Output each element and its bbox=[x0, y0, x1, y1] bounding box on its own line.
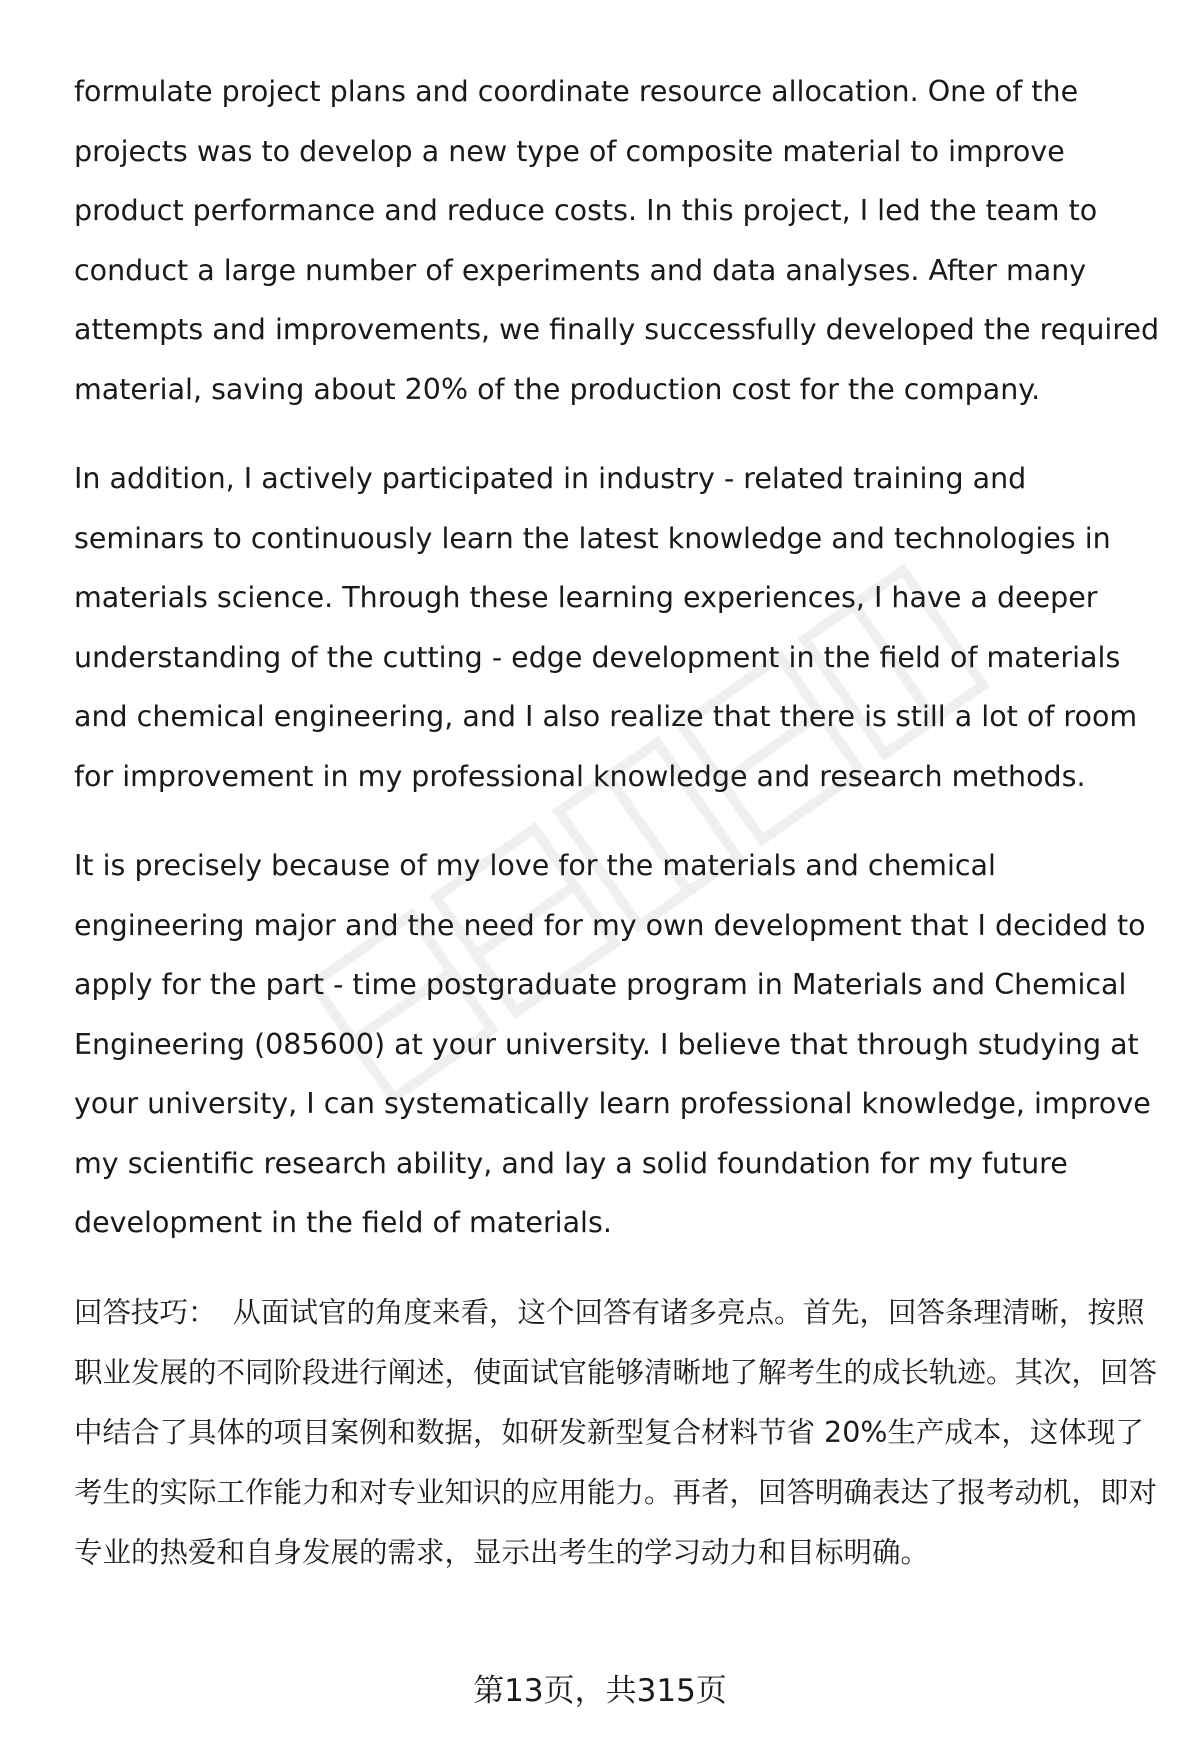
answer-tips bbox=[74, 1283, 1160, 1583]
answer-tips-text: 从面试官的角度来看，这个回答有诸多亮点。首先，回答条理清晰，按照职业发展的不同阶段进行阐述，使面试官能够清晰地了解考生的成长轨迹。其次，回答中结合了具体的项目案例和数据，如研发新型复合材料节省 20%生产成本，这体现了考生的实际工作能力和对专业知识的应用能力。再者，回答明确表达了报考动机，即对专业的热爱和自身发展的需求，显示出考生的学习动力和目标明确。 bbox=[74, 1295, 1158, 1569]
document-body bbox=[74, 62, 1160, 1583]
paragraph-project-experience: formulate project plans and coordinate resource allocation. One of the projects was to develop a new type of composite material to improve product performance and reduce costs. In this project, I led the team to conduct a large number of experiments and data analyses. After many attempts and improvements, we finally successfully developed the required material, saving about 20% of the production cost for the company. bbox=[74, 75, 1160, 406]
paragraph-training-seminars: In addition, I actively participated in industry - related training and seminars to continuously learn the latest knowledge and technologies in materials science. Through these learning experiences, I have a deeper understanding of the cutting - edge development in the field of materials and chemical engineering, and I also realize that there is still a lot of room for improvement in my professional knowledge and research methods. bbox=[74, 462, 1138, 793]
paragraph-application-motivation: It is precisely because of my love for the materials and chemical engineering major and the need for my own development that I decided to apply for the part - time postgraduate program in Materials and Chemical Engineering (085600) at your university. I believe that through studying at your university, I can systematically learn professional knowledge, improve my scientific research ability, and lay a solid foundation for my future development in the field of materials. bbox=[74, 849, 1151, 1239]
answer-tips-label: 回答技巧： bbox=[74, 1295, 217, 1329]
page-number-footer: 第13页，共315页 bbox=[473, 1673, 727, 1709]
